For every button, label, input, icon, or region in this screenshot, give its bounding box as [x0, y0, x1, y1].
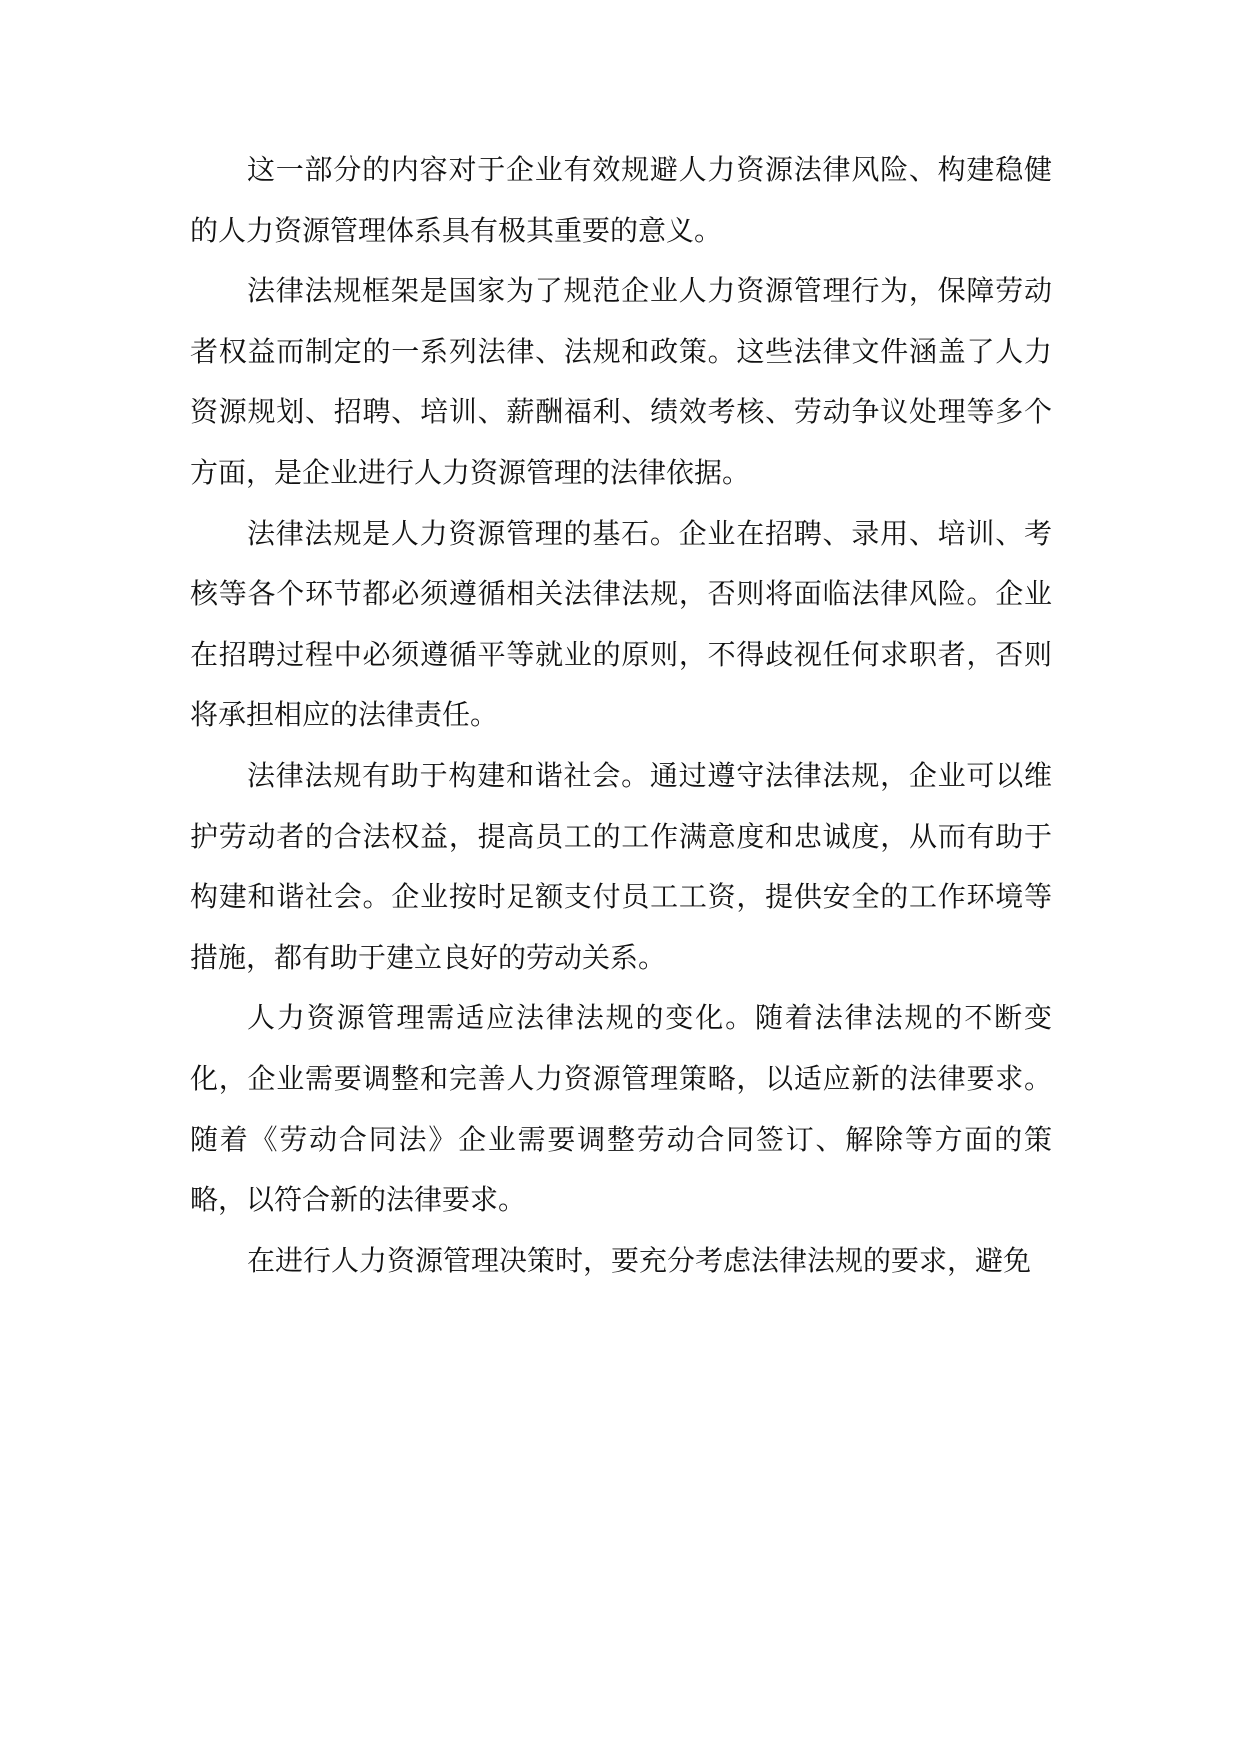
paragraph-4: 法律法规有助于构建和谐社会。通过遵守法律法规，企业可以维护劳动者的合法权益，提高员工的工作满意度和忠诚度，从而有助于构建和谐社会。企业按时足额支付员工工资，提供安全的工作环境等措施，都有助于建立良好的劳动关系。 [190, 758, 1052, 974]
paragraph-5: 人力资源管理需适应法律法规的变化。随着法律法规的不断变化，企业需要调整和完善人力资源管理策略，以适应新的法律要求。随着《劳动合同法》企业需要调整劳动合同签订、解除等方面的策略，以符合新的法律要求。 [190, 1001, 1052, 1217]
paragraph-1: 这一部分的内容对于企业有效规避人力资源法律风险、构建稳健的人力资源管理体系具有极其重要的意义。 [190, 153, 1052, 247]
paragraph-2: 法律法规框架是国家为了规范企业人力资源管理行为，保障劳动者权益而制定的一系列法律、法规和政策。这些法律文件涵盖了人力资源规划、招聘、培训、薪酬福利、绩效考核、劳动争议处理等多个方面，是企业进行人力资源管理的法律依据。 [190, 274, 1052, 489]
body-text [190, 140, 1052, 1291]
paragraph-3: 法律法规是人力资源管理的基石。企业在招聘、录用、培训、考核等各个环节都必须遵循相关法律法规，否则将面临法律风险。企业在招聘过程中必须遵循平等就业的原则，不得歧视任何求职者，否则将承担相应的法律责任。 [190, 516, 1052, 732]
paragraph-6: 在进行人力资源管理决策时，要充分考虑法律法规的要求，避免 [247, 1243, 1032, 1277]
